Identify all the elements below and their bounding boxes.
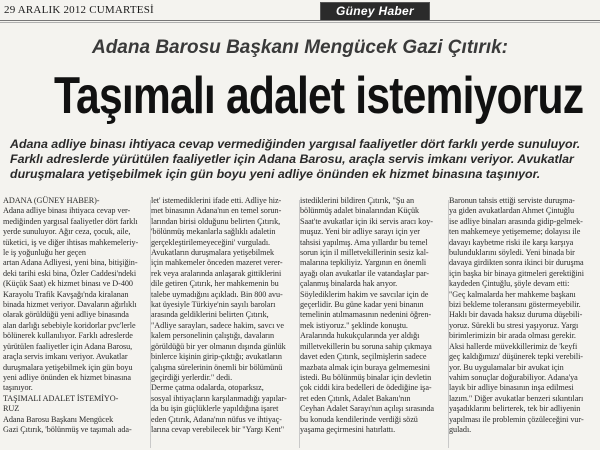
body-line: yapılması ile problemin çözüleceğini vur-: [449, 414, 584, 424]
body-line: bulunduklarını söyledi. Yeni binada bir: [449, 248, 575, 258]
body-line: TAŞIMALI ADALET İSTEMİYO-: [3, 393, 119, 403]
body-line: birimlerimizin bir arada olması gerekir.: [449, 331, 576, 341]
body-column-1: [3, 196, 151, 450]
body-line: ADANA (GÜNEY HABER)-: [3, 196, 100, 205]
body-line: eden Çıtırık, Adana'nın nüfus ve ihtiyaç-: [151, 414, 282, 424]
body-line: istedi. Bu bölünmüş binalar için devletin: [300, 372, 432, 382]
body-line: sosyal ihtiyaçların karşılanmadığı yapılar-: [151, 393, 287, 403]
newspaper-masthead: Güney Haber: [320, 2, 430, 21]
body-line: Ceyhan Adalet Sarayı'nın açılışı sırasında: [300, 404, 434, 414]
body-line: ise adliye binaları arasında gidip-gelmek-: [449, 216, 583, 226]
body-line: lazım." Diğer avukatlar benzeri sıkıntıları: [449, 393, 584, 403]
body-line: alan darlığı sebebiyle koridorlar pvc'lerle: [3, 320, 136, 330]
body-line: da bu işin güçlüklerle yapıldığına işaret: [151, 404, 279, 414]
body-line: ten mahkemeye yetişememe; dolayısı ile: [449, 227, 581, 237]
body-line: larından birisi olduğunu belirten Çıtırık,: [151, 216, 281, 226]
article-body: [3, 196, 597, 450]
body-line: muşuz. Yeni bir adliye sarayı için yer: [300, 227, 420, 237]
body-line: çalışma sürelerinin önemli bir bölümünü: [151, 362, 283, 372]
page-header: [0, 0, 600, 22]
body-line: milletvekillerin bu soruna sahip çıkmaya: [300, 341, 432, 351]
body-line: için başka bir binaya gitmeleri gerektiğini: [449, 268, 584, 278]
body-line: (Küçük Saat) ek hizmet binası ve D-400: [3, 279, 133, 289]
body-line: geçerlidir. Bu güne kadar yeni binanın: [300, 300, 424, 310]
body-line: bölünerek kullanılıyor. Farklı adreslerde: [3, 331, 133, 341]
body-line: binada hizmet veriyor. Davaların ağırlıklı: [3, 300, 137, 310]
body-line: bu konuda kendilerinde verdiği sözü: [300, 414, 418, 424]
body-line: taşınıyor.: [3, 383, 33, 393]
body-line: ayağı olan avukatlar ile vatandaşlar par-: [300, 268, 429, 278]
body-line: Adana adliye binası ihtiyaca cevap ver-: [3, 206, 131, 216]
body-line: mazbata almak için buraya gelmemesini: [300, 362, 431, 372]
body-line: tüketici, iş ve diğer ihtisas mahkemeleriy-: [3, 237, 139, 247]
header-rule: [0, 20, 600, 21]
deck-line: duruşmalara yetişebilmek için gün boyu yeni adliye önünden ek hizmet binasına taşınıyor.: [10, 167, 541, 182]
body-line: mediğinden yargısal faaliyetler dört farklı: [3, 216, 138, 226]
body-line: Baronun tahsis ettiği serviste duruşma-: [449, 196, 575, 205]
body-line: "Adliye sarayları, sadece hakim, savcı ve: [151, 320, 284, 330]
body-line: layık bir adliye binasının inşa edilmesi: [449, 383, 574, 393]
body-line: tahsisi yapılmış. Ama yıllardır bu temel: [300, 237, 428, 247]
body-line: davet eden Çıtırık, seçilmişlerin sadece: [300, 352, 427, 362]
body-line: Karayolu Trafik Kavşağı'nda kiralanan: [3, 289, 129, 299]
body-line: mek istiyoruz." şeklinde konuştu.: [300, 320, 408, 330]
body-line: geçirdiği yerlerdir." dedi.: [151, 372, 233, 382]
body-line: deki tarihi eski bina, Özler Caddesi'ndeki: [3, 268, 137, 278]
body-line: yerde sunuluyor. Ağır ceza, çocuk, aile,: [3, 227, 131, 237]
body-line: yoruz. Sürekli bu stresi yaşıyoruz. Yargı: [449, 320, 579, 330]
article-kicker: Adana Barosu Başkanı Mengücek Gazi Çıtırık:: [91, 37, 508, 58]
body-line: istediklerini bildiren Çıtırık, "Şu an: [300, 196, 415, 205]
body-line: temelinin atılmamasının nedenini öğren-: [300, 310, 432, 320]
body-line: davaya girdikten sonra ikinci bir duruşma: [449, 258, 584, 268]
body-line: talebe uymadığını açıkladı. Bin 800 avu-: [151, 289, 283, 299]
body-line: yaşadıklarını belirterek, tek bir adliyenin: [449, 404, 581, 414]
body-line: Aralarında hukukçularında yer aldığı: [300, 331, 420, 341]
body-line: bizi bekleme toleransını göstermeyebilir.: [449, 300, 581, 310]
body-line: vahim sonuçlar doğurabiliyor. Adana'ya: [449, 372, 578, 382]
header-rule-thin: [0, 22, 600, 23]
body-line: Haklı bir davada haksız duruma düşebili-: [449, 310, 583, 320]
body-column-4: [449, 196, 597, 450]
body-line: Saat'te avukatlar için iki servis aracı koy-: [300, 216, 433, 226]
body-line: 'bölünmüş mekanlarla sağlıklı adaletin: [151, 227, 276, 237]
body-line: binlerce kişinin girip-çıktığı; avukatların: [151, 352, 282, 362]
body-line: kalem personelinin çalıştığı, davaların: [151, 331, 275, 341]
body-line: artan Adana Adliyesi, yeni bina, bitişiğin-: [3, 258, 138, 268]
body-line: çok ciddi kira bedelleri de ödediğine işa-: [300, 383, 432, 393]
body-line: rek veya aralarında anlaşarak gittiklerini: [151, 268, 282, 278]
body-line: arasında geldiklerini belirten Çıtırık,: [151, 310, 269, 320]
body-line: yaşama geçirmesini hatırlattı.: [300, 424, 396, 434]
body-line: yürütülen faaliyetler için Adana Barosu,: [3, 341, 133, 351]
body-line: gerçekleştirilemeyeceğini' vurguladı.: [151, 237, 271, 247]
body-line: malarına tepkiliyiz. Yargının en önemli: [300, 258, 427, 268]
body-line: davayı kaybetme riski ile karşı karşıya: [449, 237, 574, 247]
deck-line: Adana adliye binası ihtiyaca cevap vermediğinden yargısal faaliyetler dört farklı yerde sunuluyor.: [10, 137, 581, 151]
body-column-3: [300, 196, 448, 450]
body-line: olarak görüldüğü yeni adliye binasında: [3, 310, 129, 320]
body-line: kat üyesiyle Türkiye'nin sayılı baroları: [151, 300, 276, 310]
article-deck: [10, 137, 590, 183]
issue-date: 29 ARALIK 2012 CUMARTESİ: [4, 4, 154, 16]
body-line: let' istemediklerini ifade etti. Adliye hiz-: [151, 196, 282, 205]
body-line: guladı.: [449, 424, 472, 434]
body-line: dile getiren Çıtırık, her mahkemenin bu: [151, 279, 279, 289]
body-line: larına cevap verebilecek bir "Yargı Kent": [151, 424, 285, 434]
body-line: ya giden avukatlardan Ahmet Çintuğlu: [449, 206, 575, 216]
body-line: sorun için il milletvekillerinin sesiz kal-: [300, 248, 429, 258]
body-line: kaydeden Çintuğlu, şöyle devam etti:: [449, 279, 570, 289]
body-line: yor. Bu uygulamalar bir avukat için: [449, 362, 564, 372]
article-headline: Taşımalı adalet istemiyoruz: [54, 67, 584, 125]
body-line: ret eden Çıtırık, Adalet Bakanı'nın: [300, 393, 411, 403]
body-line: görüldüğü bir yer olmanın dışında günlük: [151, 341, 286, 351]
body-line: araçla servis imkanı veriyor. Avukatlar: [3, 352, 128, 362]
body-line: RUZ: [3, 404, 20, 414]
body-column-2: [151, 196, 299, 450]
body-line: Gazi Çıtırık, 'bölünmüş ve taşımalı ada-: [3, 424, 132, 434]
deck-line: Farklı adreslerde yürütülen faaliyetler için Adana Barosu, araçla servis imkanı veriyor. Avukatlar: [10, 152, 574, 167]
body-line: yeni adliye önünden ek hizmet binasına: [3, 372, 131, 382]
body-line: Derme çatma odalarda, otoparksız,: [151, 383, 264, 393]
body-line: bölünmüş adalet binalarından Küçük: [300, 206, 420, 216]
body-line: çalanmış binalarda hak arıyor.: [300, 279, 398, 289]
body-line: için mahkemeler önceden mazeret verer-: [151, 258, 283, 268]
body-line: met binasının Adana'nın en temel sorun-: [151, 206, 282, 216]
body-line: duruşmalara yetişebilmek için gün boyu: [3, 362, 133, 372]
body-line: le iş yoğunluğu her geçen: [3, 248, 86, 258]
body-line: geç kaldığımızı' düşünerek tepki verebili-: [449, 352, 583, 362]
body-line: Avukatların duruşmalara yetişebilmek: [151, 248, 275, 258]
body-line: Söylediklerim hakim ve savcılar için de: [300, 289, 429, 299]
body-line: "Geç kalmalarda her mahkeme başkanı: [449, 289, 576, 299]
body-line: Adana Barosu Başkanı Mengücek: [3, 414, 114, 424]
body-line: Aksi hallerde müvekkillerimiz de 'keyfi: [449, 341, 578, 351]
